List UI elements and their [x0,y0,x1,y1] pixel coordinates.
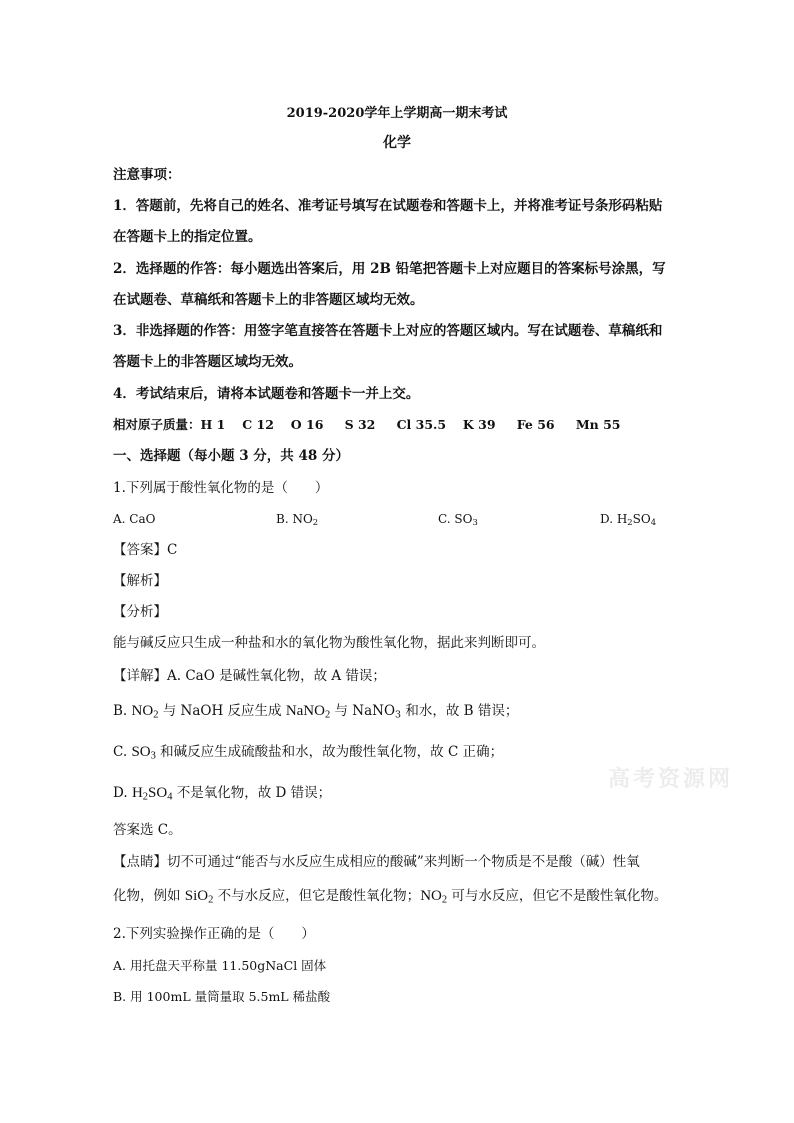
note-4: 4．考试结束后，请将本试题卷和答题卡一并上交。 [113,386,420,402]
answer-label: 【答案】C [113,542,178,558]
question-1-option-b: B. $NO_2$ [276,512,319,528]
reasoning-label: 【分析】 [113,604,167,620]
note-1-line-2: 在答题卡上的指定位置。 [113,229,262,245]
atomic-mass-line: 相对原子质量：H 1 C 12 O 16 S 32 Cl 35.5 K 39 Fe 56 Mn 55 [113,417,621,432]
note-1-line-1: 1．答题前，先将自己的姓名、准考证号填写在试题卷和答题卡上，并将准考证号条形码粘贴 [113,198,663,214]
tip-line-1: 【点睛】切不可通过“能否与水反应生成相应的酸碱”来判断一个物质是不是酸（碱）性氧 [113,854,640,870]
note-3-line-1: 3．非选择题的作答：用签字笔直接答在答题卡上对应的答题区域内。写在试题卷、草稿纸和 [113,323,663,339]
note-2-line-2: 在试题卷、草稿纸和答题卡上的非答题区域均无效。 [113,292,424,308]
question-2-option-b: B. 用 100mL 量筒量取 5.5mL 稀盐酸 [113,989,331,1004]
question-1-option-a: A. CaO [113,512,156,526]
watermark: 高考资源网 [608,766,734,792]
exam-subject: 化学 [383,135,411,151]
question-1-stem: 1.下列属于酸性氧化物的是（ ） [113,480,329,496]
detail-b: B. $NO_2$ 与 NaOH 反应生成 NaNO$_2$ 与 NaNO$_3$ 和水，故 B 错误； [113,703,519,721]
analysis-label: 【解析】 [113,573,167,589]
notes-heading: 注意事项： [113,167,181,183]
reasoning-text: 能与碱反应只生成一种盐和水的氧化物为酸性氧化物，据此来判断即可。 [113,635,545,651]
note-2-line-1: 2．选择题的作答：每小题选出答案后，用 2B 铅笔把答题卡上对应题目的答案标号涂黑，写 [113,261,666,277]
question-1-option-d: D. $H_2SO_4$ [600,512,657,528]
exam-title: 2019-2020学年上学期高一期末考试 [286,106,508,121]
conclusion: 答案选 C。 [113,822,182,838]
tip-line-2: 化物，例如 SiO$_2$ 不与水反应，但它是酸性氧化物；$NO_2$ 可与水反应，但它不是酸性氧化物。 [113,888,668,906]
detail-a: 【详解】A. CaO 是碱性氧化物，故 A 错误； [113,668,386,684]
question-1-option-c: C. $SO_3$ [438,512,478,528]
detail-d: D. $H_2SO_4$ 不是氧化物，故 D 错误； [113,785,332,803]
question-2-stem: 2.下列实验操作正确的是（ ） [113,926,315,942]
question-2-option-a: A. 用托盘天平称量 11.50gNaCl 固体 [113,958,327,973]
section-heading: 一、选择题（每小题 3 分，共 48 分） [113,448,349,464]
note-3-line-2: 答题卡上的非答题区域均无效。 [113,354,302,370]
detail-c: C. $SO_3$ 和碱反应生成硫酸盐和水，故为酸性氧化物，故 C 正确； [113,744,504,762]
